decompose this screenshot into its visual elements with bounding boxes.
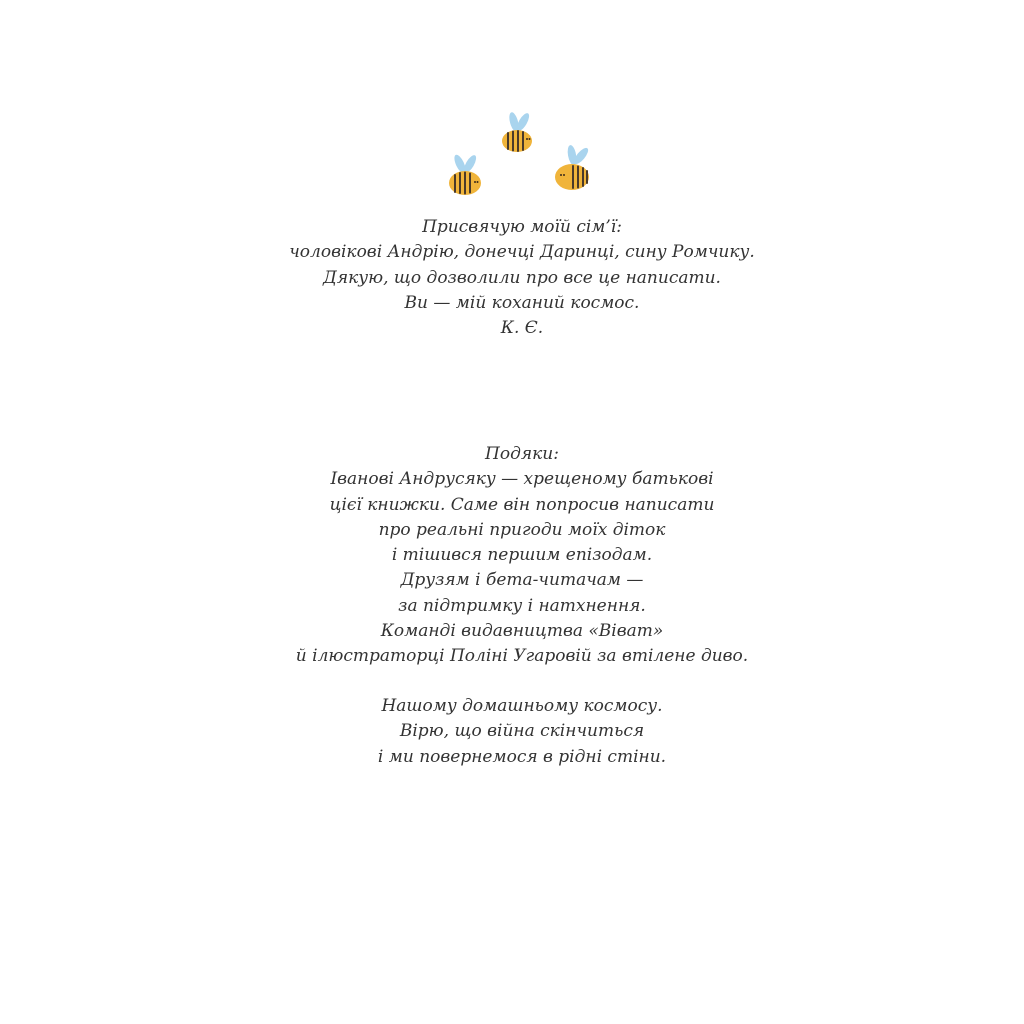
- bee-icon: [500, 110, 536, 156]
- acknowledgements-line: про реальні пригоди моїх діток: [378, 519, 666, 540]
- acknowledgements-line: і тішився першим епізодам.: [391, 545, 653, 566]
- bee-icon: [552, 142, 594, 192]
- acknowledgements-line: за підтримку і натхнення.: [398, 595, 646, 616]
- acknowledgements-block: [0, 442, 1024, 670]
- acknowledgements-heading: Подяки:: [485, 444, 559, 464]
- bee-icon: [446, 152, 484, 198]
- acknowledgements-line: й ілюстраторці Поліні Угаровій за втілене диво.: [295, 646, 749, 667]
- closing-block: [0, 694, 1024, 770]
- dedication-line: чоловікові Андрію, донечці Даринці, сину Ромчику.: [289, 242, 755, 263]
- dedication-line: Ви — мій коханий космос.: [404, 292, 640, 313]
- acknowledgements-line: Друзям і бета-читачам —: [400, 570, 644, 591]
- acknowledgements-line: цієї книжки. Саме він попросив написати: [329, 494, 715, 515]
- acknowledgements-line: Команді видавництва «Віват»: [380, 621, 664, 642]
- closing-line: Вірю, що війна скінчиться: [399, 721, 645, 742]
- dedication-block: [0, 215, 1024, 341]
- closing-line: і ми повернемося в рідні стіни.: [377, 746, 667, 767]
- acknowledgements-line: Іванові Андрусяку — хрещеному батькові: [330, 469, 714, 490]
- dedication-line: Дякую, що дозволили про все це написати.: [323, 267, 721, 288]
- dedication-heading: Присвячую моїй сім’ї:: [422, 217, 622, 237]
- author-initials: К. Є.: [500, 318, 544, 339]
- closing-line: Нашому домашньому космосу.: [381, 696, 663, 716]
- bees-illustration: [0, 0, 1024, 210]
